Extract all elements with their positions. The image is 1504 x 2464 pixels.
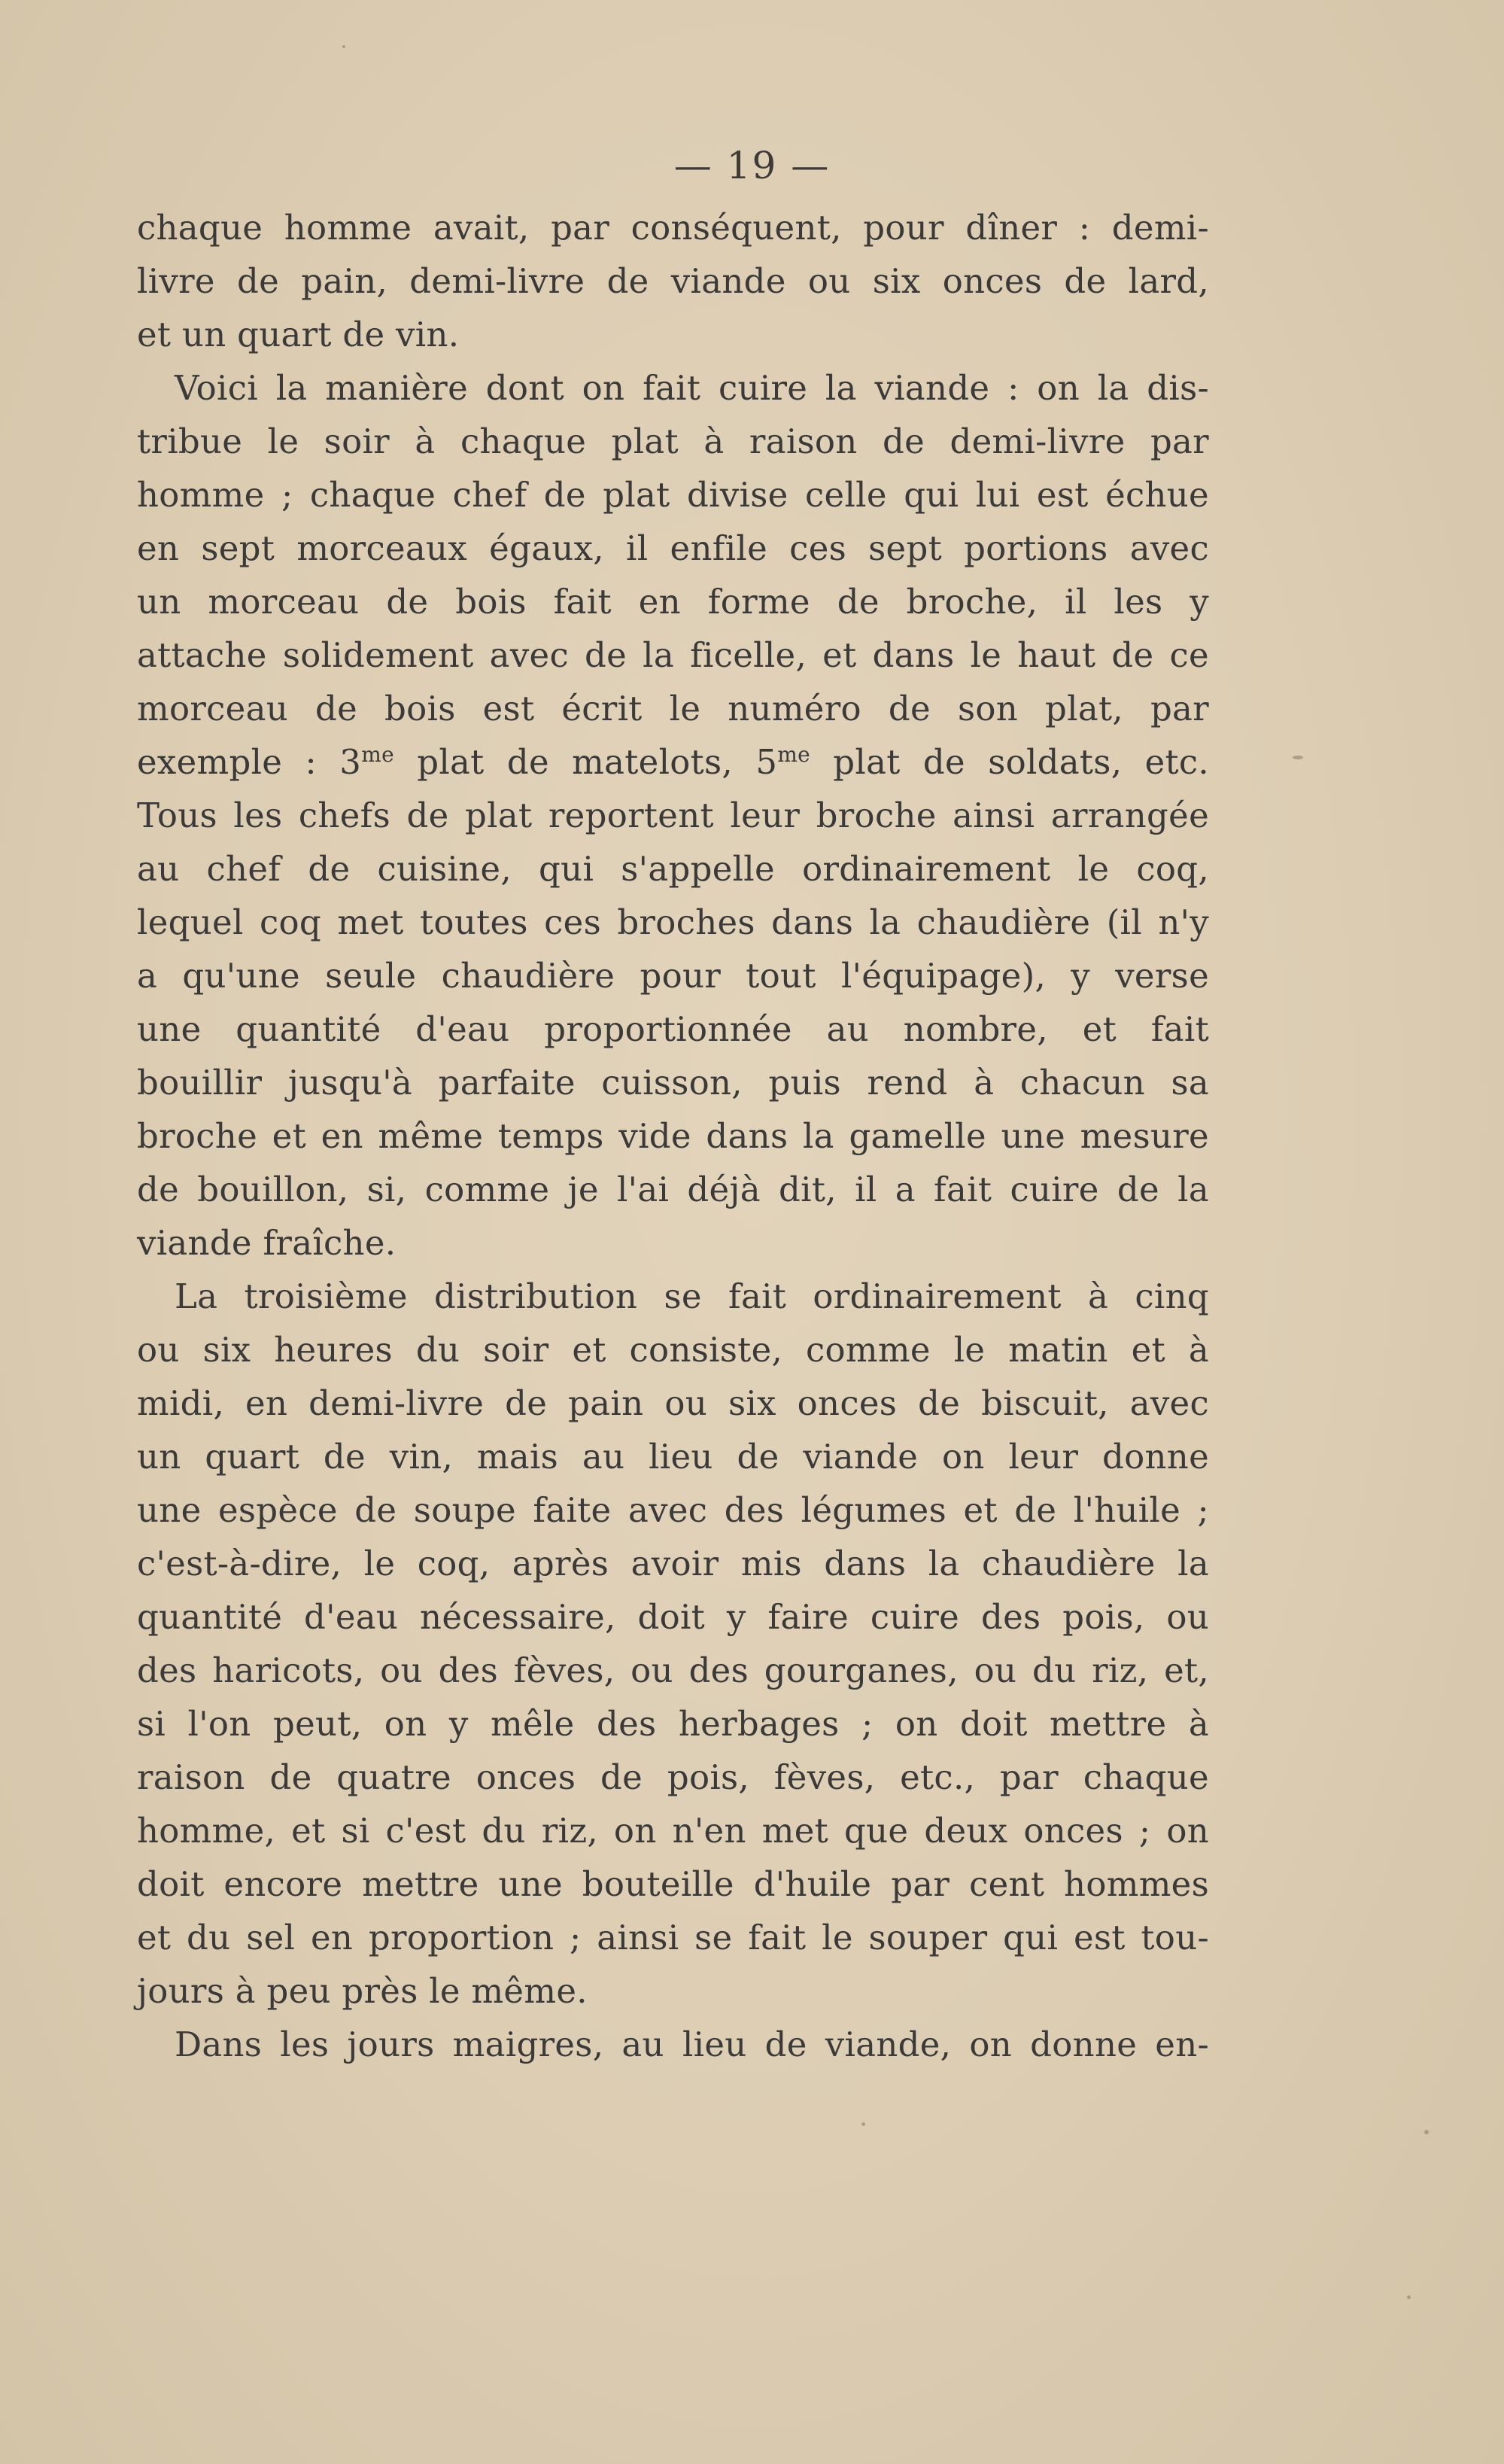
text-line: des haricots, ou des fèves, ou des gourganes, ou du riz, et,	[137, 1650, 1209, 1690]
text-line: broche et en même temps vide dans la gamelle une mesure	[137, 1116, 1209, 1156]
text-line: viande fraîche.	[137, 1223, 397, 1263]
text-line: Voici la manière dont on fait cuire la viande : on la dis-	[175, 368, 1209, 408]
text-line: une espèce de soupe faite avec des légumes et de l'huile ;	[137, 1490, 1209, 1530]
paper-speck	[861, 2122, 865, 2126]
text-line: une quantité d'eau proportionnée au nombre, et fait	[137, 1009, 1209, 1049]
text-line: La troisième distribution se fait ordinairement à cinq	[175, 1276, 1209, 1316]
text-line: en sept morceaux égaux, il enfile ces sept portions avec	[137, 528, 1209, 568]
text-line: tribue le soir à chaque plat à raison de demi-livre par	[137, 421, 1209, 461]
text-line: a qu'une seule chaudière pour tout l'équipage), y verse	[137, 956, 1209, 996]
text-line: livre de pain, demi-livre de viande ou six onces de lard,	[137, 261, 1209, 301]
superscript: me	[777, 742, 810, 767]
line-segment: plat de matelots, 5	[393, 742, 778, 782]
text-line: lequel coq met toutes ces broches dans la chaudière (il n'y	[137, 902, 1209, 942]
line-segment: exemple : 3	[137, 742, 362, 782]
text-line: quantité d'eau nécessaire, doit y faire cuire des pois, ou	[137, 1597, 1209, 1637]
text-line: et un quart de vin.	[137, 315, 460, 354]
text-line: raison de quatre onces de pois, fèves, etc., par chaque	[137, 1757, 1209, 1797]
text-line: un morceau de bois fait en forme de broche, il les y	[137, 582, 1209, 622]
text-line: Dans les jours maigres, au lieu de viande, on donne en-	[175, 2024, 1209, 2064]
text-line: de bouillon, si, comme je l'ai déjà dit, il a fait cuire de la	[137, 1170, 1209, 1209]
paper-speck	[1407, 2295, 1411, 2299]
paper-speck	[1424, 2130, 1429, 2134]
text-line: attache solidement avec de la ficelle, et dans le haut de ce	[137, 635, 1209, 675]
superscript: me	[361, 742, 394, 767]
text-line: jours à peu près le même.	[137, 1971, 588, 2011]
text-line: si l'on peut, on y mêle des herbages ; on doit mettre à	[137, 1704, 1209, 1744]
text-line: homme ; chaque chef de plat divise celle qui lui est échue	[137, 475, 1209, 515]
line-segment: plat de soldats, etc.	[810, 742, 1210, 782]
text-line: un quart de vin, mais au lieu de viande on leur donne	[137, 1437, 1209, 1477]
text-line: ou six heures du soir et consiste, comme le matin et à	[137, 1330, 1209, 1370]
text-line: bouillir jusqu'à parfaite cuisson, puis rend à chacun sa	[137, 1063, 1209, 1103]
text-line: homme, et si c'est du riz, on n'en met que deux onces ; on	[137, 1811, 1209, 1851]
text-line: morceau de bois est écrit le numéro de son plat, par	[137, 689, 1209, 729]
text-line-superscript	[137, 735, 1209, 789]
paper-speck	[1293, 756, 1303, 759]
text-line: chaque homme avait, par conséquent, pour dîner : demi-	[137, 208, 1209, 248]
text-line: midi, en demi-livre de pain ou six onces de biscuit, avec	[137, 1383, 1209, 1423]
paper-speck	[342, 45, 345, 48]
text-line: et du sel en proportion ; ainsi se fait le souper qui est tou-	[137, 1918, 1209, 1958]
text-line: c'est-à-dire, le coq, après avoir mis dans la chaudière la	[137, 1544, 1209, 1583]
text-line: doit encore mettre une bouteille d'huile par cent hommes	[137, 1864, 1209, 1904]
text-line: Tous les chefs de plat reportent leur broche ainsi arrangée	[137, 795, 1209, 835]
text-line: au chef de cuisine, qui s'appelle ordinairement le coq,	[137, 849, 1209, 889]
page-number: — 19 —	[673, 144, 831, 187]
